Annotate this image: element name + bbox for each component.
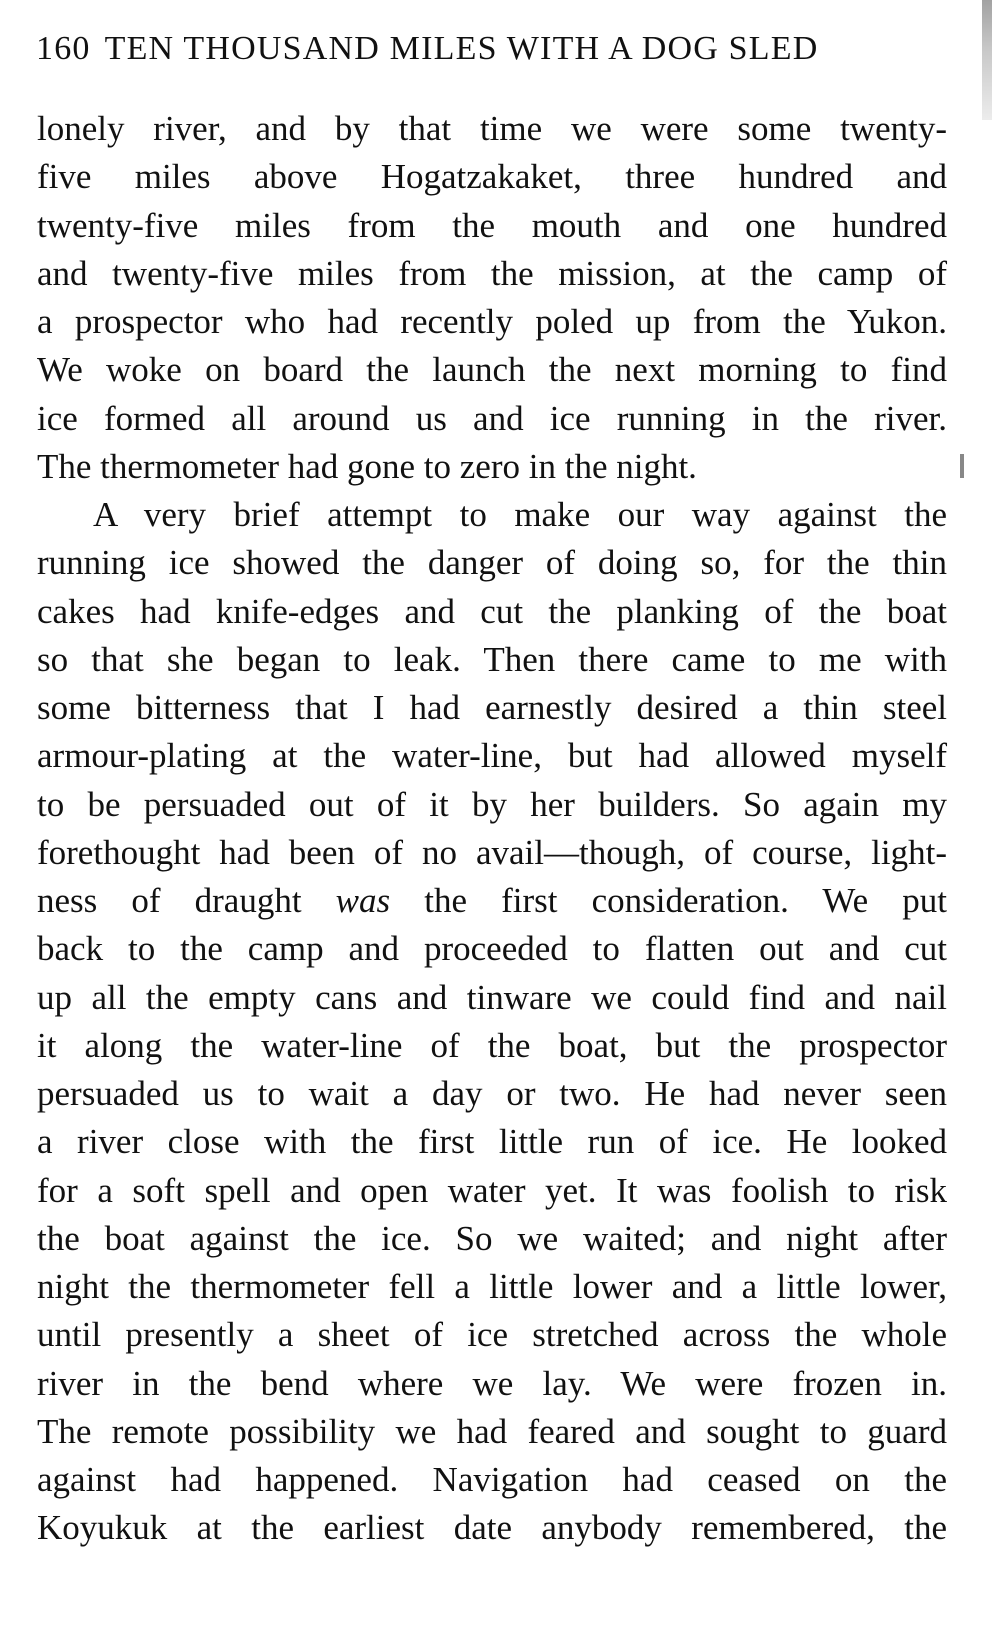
page-number: 160	[36, 30, 91, 67]
text-line: five miles above Hogatzakaket, three hundred and	[37, 157, 947, 197]
text-line: We woke on board the launch the next morning to find	[37, 350, 947, 390]
text-line: persuaded us to wait a day or two. He had never seen	[37, 1074, 947, 1113]
paragraph-end-line: The thermometer had gone to zero in the night.	[37, 446, 697, 486]
paragraph-start-line: A very brief attempt to make our way against the	[93, 495, 947, 534]
line-segment: ness of draught	[37, 881, 336, 920]
text-line: a prospector who had recently poled up from the Yukon.	[37, 302, 947, 341]
text-line: until presently a sheet of ice stretched across the whole	[37, 1315, 947, 1355]
text-line: cakes had knife-edges and cut the planking of the boat	[37, 591, 947, 631]
margin-mark	[960, 454, 964, 478]
text-line: back to the camp and proceeded to flatten out and cut	[37, 929, 947, 969]
text-line: The remote possibility we had feared and sought to guard	[37, 1411, 947, 1451]
running-title: TEN THOUSAND MILES WITH A DOG SLED	[104, 30, 819, 67]
text-line: and twenty-five miles from the mission, at the camp of	[37, 253, 947, 293]
running-header	[36, 30, 956, 82]
text-line: against had happened. Navigation had ceased on the	[37, 1460, 947, 1499]
text-line: to be persuaded out of it by her builders. So again my	[37, 784, 947, 824]
text-line: ice formed all around us and ice running in the river.	[37, 398, 947, 438]
emphasized-word: was	[335, 881, 391, 920]
text-line: for a soft spell and open water yet. It was foolish to risk	[37, 1170, 947, 1210]
text-line: the boat against the ice. So we waited; and night after	[37, 1218, 947, 1258]
text-line: some bitterness that I had earnestly desired a thin steel	[37, 688, 947, 727]
text-line: twenty-five miles from the mouth and one hundred	[37, 205, 947, 245]
text-line-with-emphasis	[37, 877, 947, 925]
page-edge-shadow	[982, 0, 992, 120]
text-line: night the thermometer fell a little lower and a little lower,	[37, 1267, 947, 1306]
text-line: running ice showed the danger of doing so, for the thin	[37, 543, 947, 583]
text-line: up all the empty cans and tinware we could find and nail	[37, 977, 947, 1017]
text-line: lonely river, and by that time we were some twenty-	[37, 109, 947, 148]
text-line: it along the water-line of the boat, but the prospector	[37, 1025, 947, 1065]
text-line: armour-plating at the water-line, but had allowed myself	[37, 736, 947, 776]
line-segment: the first consideration. We put	[390, 881, 947, 920]
body-text	[37, 105, 947, 1553]
text-line: so that she began to leak. Then there came to me with	[37, 639, 947, 679]
text-line: a river close with the first little run of ice. He looked	[37, 1122, 947, 1162]
text-line: river in the bend where we lay. We were frozen in.	[37, 1363, 947, 1403]
text-line: Koyukuk at the earliest date anybody remembered, the	[37, 1508, 947, 1548]
text-line: forethought had been of no avail—though, of course, light-	[37, 832, 947, 872]
